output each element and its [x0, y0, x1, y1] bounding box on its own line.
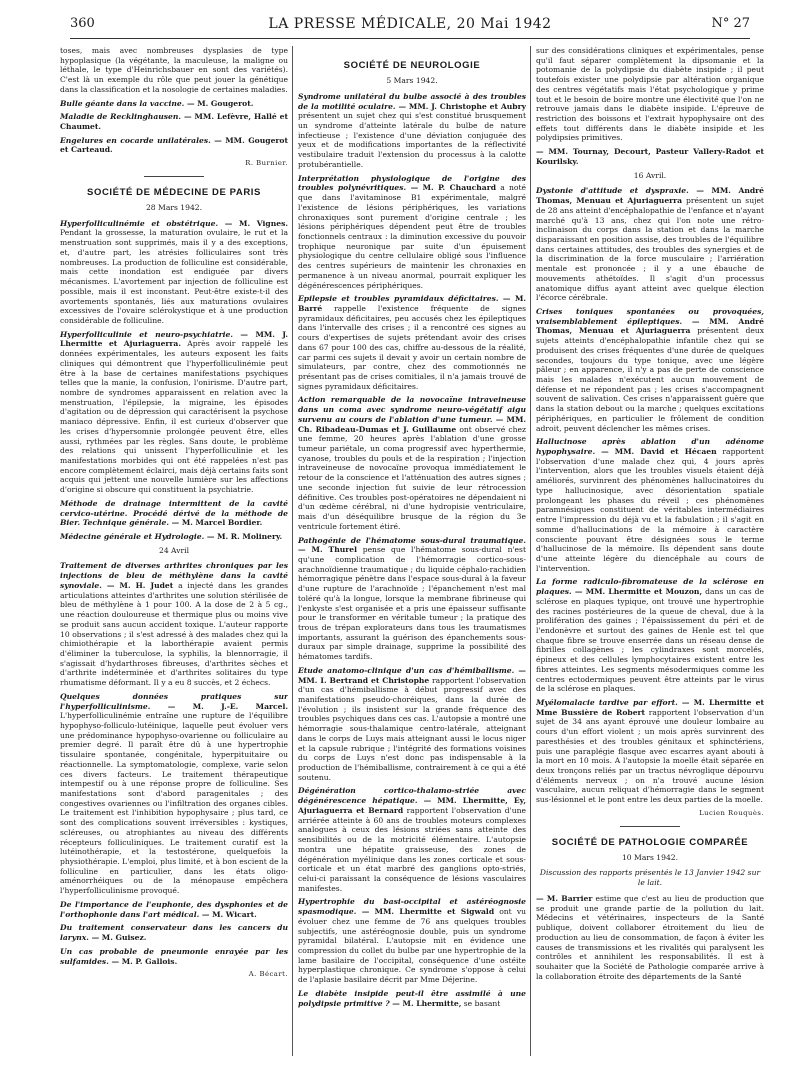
entry	[536, 894, 764, 981]
session-subtitle: Discussion des rapports présentés le 13 Janvier 1942 sur le lait.	[539, 868, 761, 888]
entry-text: estime que c'est au lieu de production que se produit une grande partie de la pollution du lait. Médecins et vétérinaires, inspecteurs de la Santé publique, doivent collaborer étroitement du lieu de production au lieu de consommation, de façon à éviter les causes de transmissions et les rivalités qui paralysent les contrôles et annihilent les responsabilités. Il est à souhaiter que la Société de Pathologie comparée arrive à la collaboration étroite des départements de la Santé	[536, 893, 764, 981]
entry-title: Traitement de diverses arthrites chroniques par les injections de bleu de méthylène dans la cavité synoviale.	[60, 561, 288, 590]
entry-authors: — MM. J. Christophe et Aubry	[395, 101, 526, 111]
session-date: 5 Mars 1942.	[386, 76, 438, 86]
divider	[620, 826, 680, 827]
entry-text: a injecté dans les grandes articulations atteintes d'arthrites une solution stérilisée de bleu de méthylène à 1 pour 100. A la dose de 2 à 5 cg., une réaction douloureuse et thermique plus ou moins vive se produit sans aucun accident toxique. L'auteur rapporte 10 observations ; il s'est adressé à des malades chez qui la chimiothérapie et la laborthérapie avaient permis d'éliminer la tuberculose, la syphilis, la blennorragie, il s'agissait d'hydarthroses fibreuses, d'arthrites sèches et d'arthrite indéterminée et d'arthrites solitaires du type rhumatisme déformant. Il y a eu 8 succès, et 2 échecs.	[60, 580, 288, 688]
entry	[60, 947, 288, 966]
entry	[536, 186, 764, 303]
entry-authors: — M. H. Judet	[101, 580, 174, 590]
entry-title: La forme radiculo-fibromateuse de la sclérose en plaques.	[536, 577, 764, 597]
entry-authors: — M. Thurel	[298, 545, 357, 555]
entry-authors: — M. Lhermitte,	[389, 998, 462, 1008]
entry-authors: — MM. Tournay, Decourt, Pasteur Vallery-Radot et Kourilsky.	[536, 147, 764, 166]
entry-title: Crises toniques spontanées ou provoquées, vraisemblablement épileptiques.	[536, 306, 764, 326]
entry	[536, 437, 764, 573]
entry-title: Le diabète insipide peut-il être assimilé à une polydipsie primitive ?	[298, 988, 526, 1008]
entry-authors: — M. Gougerot.	[184, 98, 254, 108]
entry-title: Hypertrophie du basi-occipital et astéréognosie spasmodique.	[298, 897, 526, 917]
entry-title: Hyperfolliculinémie et obstétrique.	[60, 218, 219, 228]
entry-authors: — MM. Gougerot et Carteaud.	[60, 135, 288, 155]
entry-title: Bulle géante dans la vaccine.	[60, 98, 185, 108]
entry-title: Dégénération cortico-thalamo-striée avec dégénérescence hépatique.	[298, 786, 526, 806]
entry	[60, 692, 288, 896]
entry	[298, 536, 526, 662]
entry-text: rapportent l'observation d'un sujet de 34 ans ayant éprouvé une douleur lombaire au cours d'un effort violent ; un mois après survinrent des paresthésies et des troubles génitaux et sphinctériens, puis une paraplégie flasque avec escarres ayant abouti à la mort en 10 mois. A l'autopsie la moelle était séparée en deux tronçons reliés par un tractus névroglique dépourvu d'éléments nerveux ; on n'a trouvé aucune lésion vasculaire, aucun reliquat d'hémorragie dans le segment sus-lésionnel et le pont entre les deux parties de la moelle.	[536, 707, 764, 805]
entry-authors: — MM. David et Hécaen	[595, 447, 717, 457]
entry	[60, 136, 288, 155]
entry-authors: — M. R. Molinery.	[204, 532, 283, 542]
entry-authors: — MM. Ch. Ribadeau-Dumas et J. Guillaume	[298, 414, 526, 434]
entry-title: Epilepsie et troubles pyramidaux déficitaires.	[298, 294, 499, 304]
entry-text: L'hyperfolliculinémie entraîne une rupture de l'équilibre hypophyso-folliculo-lutéinique, laquelle peut évoluer vers une prédominance hypophyso-ovarienne ou folliculaire au premier degré. Il paraît être dû à une hypertrophie tissulaire spontanée, congénitale, hyperpituitaire ou réactionnelle. La symptomatologie, complexe, varie selon ces divers facteurs. Le traitement thérapeutique intempestif ou à une réponse propre de folliculine. Ses manifestations sont d'abord paragenitales ; des congestives ovariennes ou l'infiltration des organes cibles. Le traitement est l'inhibition hypophysaire ; plus tard, ce sont des complications souvent irréversibles : kystiques, scléreuses, ou atrophiantes au niveau des différents récepteurs folliculiniques. Le traitement curatif est la lutéinothérapie, et la testostérone, quelquefois la physiothérapie. L'emploi, plus limité, et à bon escient de la folliculine en particulier, dans les états oligo-aménorrhéiques ou de la ménopause empêchera l'hyperfolliculinisme provoqué.	[60, 711, 288, 896]
entry-authors: — M. Wicart.	[199, 909, 257, 919]
signature: Lucien Rouquès.	[699, 808, 764, 817]
session-date: 24 Avril	[158, 545, 190, 555]
entry-text: rappelle l'existence fréquente de signes pyramidaux déficitaires, peu accusés chez les épileptiques dans l'intervalle des crises ; il a rencontré ces signes au cours d'expertises de sujets prétendant avoir des crises dans 67 pour 100 des cas, chiffre au-dessous de la réalité, car parmi ces sujets il devait y avoir un certain nombre de simulateurs, par contre, chez des commotionnés ne présentant pas de crises comitiales, il n'a jamais trouvé de signes pyramidaux déficitaires.	[298, 303, 526, 391]
entry-text: rapportent l'observation d'une arriérée atteinte à 60 ans de troubles moteurs complexes analogues à ceux des lésions striées sans atteinte des sensibilités ou de la motricité élémentaire. L'autopsie montra une hépatite graisseuse, des zones de dégénération myélinique dans les zones corticale et sous-corticale et un état marbré des ganglions opto-striés, celui-ci paraissant la conséquence de lésions vasculaires manifestes.	[298, 805, 526, 893]
entry-authors: — MM. Lhermitte et Mouzon,	[571, 587, 703, 597]
divider	[144, 176, 204, 177]
entry	[298, 897, 526, 984]
entry	[60, 561, 288, 687]
entry	[298, 395, 526, 531]
entry-text: se basant	[463, 998, 501, 1008]
entry	[298, 989, 526, 1008]
entry-authors: — M. Marcel Bordier.	[168, 518, 263, 528]
entry	[536, 577, 764, 694]
entry-text: pense que l'hématome sous-dural n'est qu'une complication de l'hémorragie cortico-sous-arachnoïdienne traumatique ; du liquide céphalo-rachidien hémorragique pénètre dans l'espace sous-dural à la faveur d'une rupture de l'arachnoïde ; l'épanchement n'est mal toléré qu'à la longue, lorsque la membrane fibrineuse qui l'enkyste s'est organisée et a pris une épaisseur suffisante pour le transformer en véritable tumeur ; la pratique des trous de trépan explorateurs dans tous les traumatismes importants, assurant la guérison des épanchements sous-duraux par simple drainage, supprime la possibilité des hématomes tardifs.	[298, 545, 526, 662]
entry	[536, 698, 764, 805]
entry-authors: — MM. Lefèvre, Hallé et Chaumet.	[60, 112, 288, 132]
entry-authors: — MM. J. Lhermitte et Ajuriaguerra.	[60, 329, 288, 349]
entry	[60, 923, 288, 942]
entry	[60, 219, 288, 326]
entry-title: Hyperfolliculinie et neuro-psychiatrie.	[60, 329, 233, 339]
entry-text: rapportent l'observation d'une malade chez qui, 4 jours après l'intervention, alors que les troubles visuels étaient déjà améliorés, survinrent des phénomènes hallucinatoires du type hallucinosique, avec désorientation spatiale prolongeant les phases du réveil ; ces phénomènes paramnésiques constituent de véritables intermédiaires entre l'impression du déjà vu et la fabulation ; il s'agit en somme d'hallucinations de la mémoire à caractère consciente pouvant être désignées sous le terme d'hallucinose de la mémoire. Ils dépendent sans doute d'une atteinte légère du diencéphale au cours de l'intervention.	[536, 447, 764, 573]
column-left	[60, 46, 288, 1056]
entry-title: Engelures en cocarde unilatérales.	[60, 135, 211, 145]
entry-text: présentent deux sujets atteints d'encéphalopathie infantile chez qui se produisent des crises fréquentes d'une durée de quelques secondes, toujours du type tonique, avec une légère pâleur ; en apparence, il n'y a pas de perte de conscience mais les malades n'exécutent aucun mouvement de défense et ne répondent pas ; les crises s'accompagnent souvent de salivation. Ces crises n'apparaissent guère que dans la station debout ou la marche ; quelques excitations périphériques, en particulier le frôlement de condition adroit, peuvent déclencher les mêmes crises.	[536, 326, 764, 433]
signature: A. Bécart.	[248, 970, 288, 979]
entry	[60, 532, 288, 542]
column-divider	[530, 46, 531, 1056]
entry-authors: — M. P. Gallois.	[108, 956, 178, 966]
entry	[298, 786, 526, 893]
entry	[60, 499, 288, 528]
column-right	[536, 46, 764, 1056]
entry	[60, 900, 288, 919]
entry	[536, 147, 764, 166]
entry-title: Médecine générale et Hydrologie.	[60, 532, 205, 542]
entry-title: Du traitement conservateur dans les cancers du larynx.	[60, 923, 288, 943]
entry-authors: — M. J.-E. Marcel.	[150, 701, 288, 711]
column-middle	[298, 46, 526, 1056]
session-date: 28 Mars 1942.	[145, 203, 203, 213]
column-divider	[292, 46, 293, 1056]
entry-title: Etude anatomo-clinique d'un cas d'hémiballisme.	[298, 665, 515, 675]
entry-authors: — MM. I. Bertrand et Christophe	[298, 665, 526, 685]
entry-text: Pendant la grossesse, la maturation ovulaire, le rut et la menstruation sont supprimés, mais il y a des exceptions, et, d'autre part, les atrésies folliculaires sont très nombreuses. La production de folliculine est considérable, mais cette inondation est endiguée par divers mécanismes. L'avortement par injection de folliculine est possible, mais il est inconstant. Peut-être existe-t-il des avortements spontanés, liés aux maturations ovulaires excessives de l'ovaire sclérokystique et à une production considérable de folliculine.	[60, 228, 288, 325]
page-number: 360	[70, 16, 95, 31]
entry-text: a noté que dans l'avitaminose B1 expérimentale, malgré l'existence de lésions périphériques, les variations chronaxiques sont purement d'origine centrale ; les lésions périphériques dépendent peut être de troubles fonctionnels centraux : la diminution excessive du pouvoir trophique neuronique par suite d'un épuisement physiologique du centre cellulaire obligé sous l'influence des centres supérieurs de maintenir les chronaxies en permanence à un niveau anormal, pourrait expliquer les dégénérescences périphériques.	[298, 183, 526, 290]
entry	[60, 112, 288, 131]
entry-text: rapportent l'observation d'un cas d'hémiballisme à début progressif avec des manifestations pseudo-choréiques, dans la durée de l'évolution ; ils insistent sur la grande fréquence des troubles psychiques dans ces cas. L'autopsie a montré une hémorragie sous-thalamique centro-latérale, atteignant dans le corps de Luys mais atteignant aussi le locus niger et la capsule rubrique ; l'intégrité des formations voisines du corps de Luys n'est donc pas indispensable à la production de l'hémiballisme, contrairement à ce qui a été soutenu.	[298, 675, 526, 782]
signature: R. Burnier.	[245, 159, 288, 168]
section-heading: SOCIÉTÉ DE PATHOLOGIE COMPARÉE	[551, 836, 749, 848]
entry-authors: — MM. André Thomas, Menuau et Ajuriaguerra	[536, 316, 764, 336]
entry	[298, 294, 526, 391]
entry-authors: — M. P. Chauchard	[406, 183, 497, 193]
entry-authors: — MM. André Thomas, Menuau et Ajuriaguerra	[536, 186, 764, 206]
entry-title: Dystonie d'attitude et dyspraxie.	[536, 186, 689, 196]
issue-number: N° 27	[711, 16, 750, 31]
entry	[60, 99, 288, 109]
entry-title: Quelques données pratiques sur l'hyperfolliculinisme.	[60, 691, 288, 711]
entry-text: ont observé chez une femme, 20 heures après l'ablation d'une grosse tumeur pariétale, un coma progressif avec hyperthermie, cyanose, troubles du pouls et de la respiration ; l'injection intraveineuse de novocaïne provoqua immédiatement le retour de la conscience et l'atténuation des autres signes ; une seconde injection fut suivie de leur rétrocession définitive. Ces troubles post-opératoires ne dépendaient ni d'un œdème cérébral, ni d'une hydropisie ventriculaire, mais d'un déséquilibre brusque de la région du 3e ventricule fortement étiré.	[298, 424, 526, 531]
entry-authors: — M. Barré	[298, 294, 526, 313]
entry-title: Maladie de Recklinghausen.	[60, 112, 182, 122]
entry	[298, 666, 526, 783]
entry	[298, 92, 526, 170]
entry-authors: — MM. Lhermitte, Ey, Ajuriaguerra et Bernard	[298, 796, 526, 815]
entry-text: ont vu évoluer chez une femme de 76 ans quelques troubles subjectifs, une astéréognosie double, puis un syndrome pyramidal bilatéral. L'autopsie mit en évidence une compression du collet du bulbe par une hypertrophie de la lame basilaire de l'occipital, conséquence d'une ostéite hyperplastique chronique. Ce syndrome s'oppose à celui de l'aplasie basilaire décrit par Mme Déjerine.	[298, 907, 526, 985]
session-date: 10 Mars 1942.	[621, 852, 679, 862]
entry	[298, 174, 526, 291]
entry-text: dans un cas de sclérose en plaques typique, ont trouvé une hypertrophie des racines postérieures de la queue de cheval, due à la prolifération des gaines ; l'épaississement du péri et de l'endonèvre et surtout des gaines de Henle est tel que chaque fibre se trouve enserrée dans un réseau dense de fibrilles collagènes ; les cylindraxes sont morcelés, épineux et des cellules lymphocytaires existent entre les fibres atteintes. Les segments mésodermiques comme les centres ectodermiques peuvent être atteints par le virus de la sclérose en plaques.	[536, 587, 764, 694]
entry	[536, 307, 764, 433]
entry-title: De l'importance de l'euphonie, des dysphonies et de l'orthophonie dans l'art médical.	[60, 899, 288, 919]
entry-authors: — M. Guisez.	[88, 933, 147, 943]
entry-title: Syndrome unilatéral du bulbe associé à des troubles de la motilité oculaire.	[298, 91, 526, 111]
section-heading: SOCIÉTÉ DE MÉDECINE DE PARIS	[87, 186, 261, 198]
entry-title: Hallucinose après ablation d'un adénome hypophysaire.	[536, 437, 764, 457]
entry-title: Interprétation physiologique de l'origine des troubles polynévritiques.	[298, 173, 526, 193]
paragraph: sur des considérations cliniques et expérimentales, pense qu'il faut séparer complètement la dipsomanie et la potomanie de la polydipsie du diabète insipide ; il peut toutefois exister une polydipsie par altération organique des centres végétatifs mais l'état psychologique y prime tout et le besoin de boire montre une électivité que l'on ne retrouve jamais dans le diabète insipide. L'épreuve de restriction des boissons et l'extrait hypophysaire ont des effets tout différents dans le diabète insipide et les polydipsies primitives.	[536, 46, 764, 143]
journal-title: LA PRESSE MÉDICALE, 20 Mai 1942	[268, 16, 552, 32]
entry-authors: — M. Lhermitte et Mme Bussière de Robert	[536, 698, 764, 717]
entry-title: Un cas probable de pneumonie enrayée par les sulfamides.	[60, 946, 288, 966]
entry-text: présentent un sujet chez qui s'est constitué brusquement un syndrome d'atteinte latérale du bulbe de nature infectieuse ; l'existence d'une déviation conjuguée des yeux et de modifications importantes de la réflectivité vestibulaire traduit l'extension du processus à la calotte protubérantielle.	[298, 111, 526, 169]
entry-authors: — M. Barrier	[536, 893, 593, 903]
paragraph: toses, mais avec nombreuses dysplasies de type hypoplasique (la végétante, la maculeuse, la maligne ou léthale, le type d'Heinrichsbauer en sont des variétés). C'est là un exemple du rôle que peut jouer la génétique dans la classification et la nosologie de certaines maladies.	[60, 46, 288, 94]
page-header	[70, 16, 750, 39]
entry-authors: — MM. Lhermitte et Sigwald	[356, 907, 495, 917]
entry-authors: — M. Vignes.	[218, 218, 288, 228]
entry-title: Méthode de drainage intermittent de la cavité cervico-utérine. Procédé dérivé de la méthode de Bier. Technique générale.	[60, 498, 288, 528]
entry-title: Pathogénie de l'hématome sous-dural traumatique.	[298, 535, 526, 545]
entry-text: présentent un sujet de 28 ans atteint d'encéphalopathie de l'enfance et n'ayant marché qu'à 13 ans, chez qui l'on note une rétro-inclinaison du corps dans la station et dans la marche disparaissant en position assise, des troubles de l'équilibre dans certaines attitudes, des troubles des synergies et de la discrimination de la force musculaire ; l'arriération mentale est prononcée ; il y a une ébauche de mouvements athétoïdes. Il s'agit d'un processus anatomique diffus ayant atteint avec quelque élection l'écorce cérébrale.	[536, 196, 764, 303]
entry-title: Myélomalacie tardive par effort.	[536, 698, 678, 707]
entry	[60, 330, 288, 495]
section-heading: SOCIÉTÉ DE NEUROLOGIE	[343, 60, 481, 71]
entry-text: Après avoir rappelé les données expérimentales, les auteurs exposent les faits cliniques qui démontrent que l'hyperfolliculinémie peut être à la base de certaines manifestations psychiques telles que la manie, la confusion, l'onirisme. D'autre part, nombre de syndromes apparaissent en relation avec la menstruation, l'épilepsie, la migraine, les épisodes d'agitation ou de dépression qui caractérisent la psychose maniaco dépressive. Enfin, il est curieux d'observer que les crises d'hypersomnie prolongée peuvent être, elles aussi, rythmées par les règles. Sans doute, le problème des relations qui unissent l'hyperfolliculinie et les manifestations morbides qui ont été rappelées n'est pas encore complètement éclairci, mais déjà certains faits sont acquis qui jettent une nouvelle lumière sur les affections d'origine si obscure qui constituent la psychiatrie.	[60, 339, 288, 495]
entry-title: Action remarquable de la novocaïne intraveineuse dans un coma avec syndrome neuro-végétatif aigu survenu au cours de l'ablation d'une tumeur.	[298, 395, 526, 424]
session-date: 16 Avril.	[633, 170, 667, 180]
